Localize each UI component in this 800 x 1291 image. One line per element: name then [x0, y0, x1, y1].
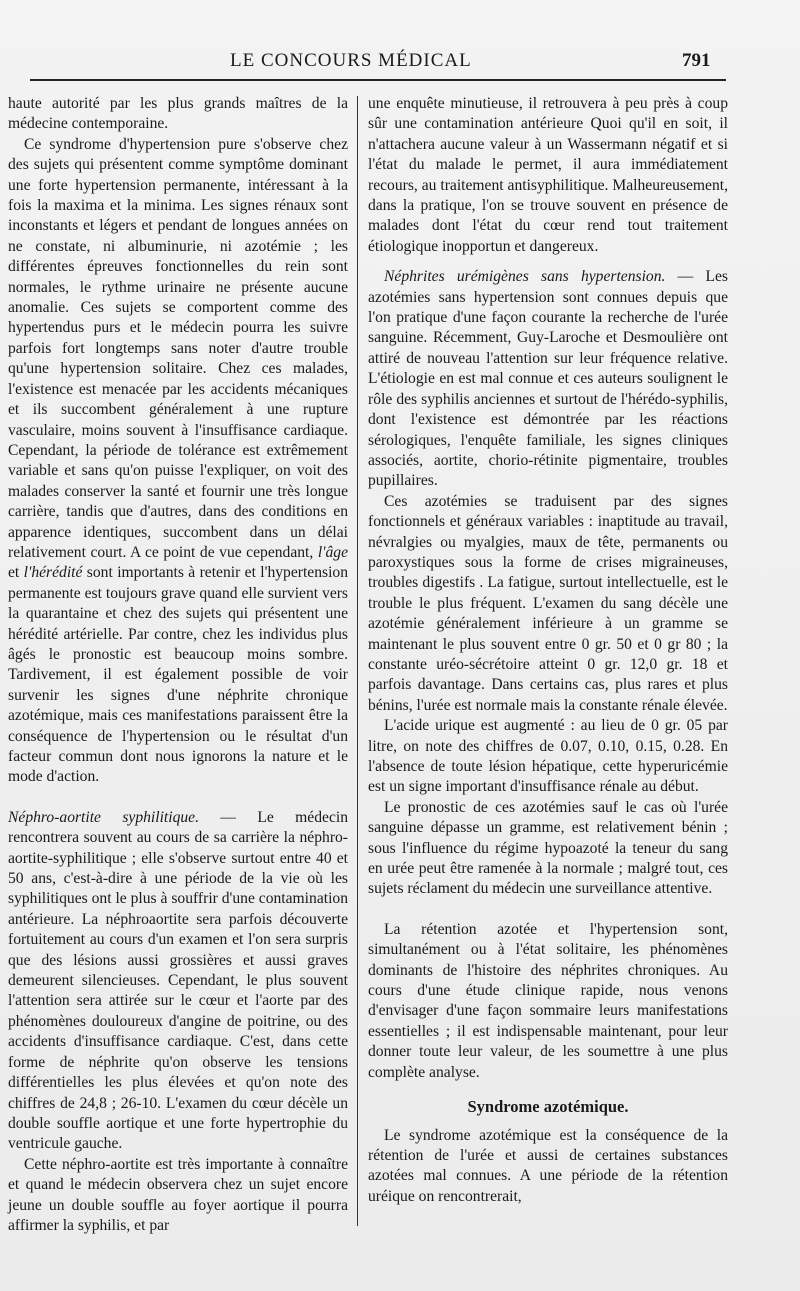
paragraph-text: sont importants à retenir et l'hypertension permanente est toujours grave quand elle survient vers la quarantaine et chez des sujets qui présentent une hérédité artérielle. Par contre, chez les individus plus âgés le pronostic est beaucoup moins sombre. Tardivement, il est également possible de voir survenir les signes d'une néphrite chronique azotémique, mais ces manifestations paraissent être la conséquence de l'hypertension ou le résultat d'un facteur commun dont nous ignorons la nature et le mode d'action.	[8, 564, 348, 786]
paragraph: une enquête minutieuse, il retrouvera à peu près à coup sûr une contamination antérieure Quoi qu'il en soit, il n'attachera aucune valeur à un Wassermann négatif et si l'état du malade le permet, il aura immédiatement recours, au traitement antisyphilitique. Malheureusement, dans la pratique, l'on se trouve souvent en présence de malades dont l'état du cœur rend tout traitement étiologique inopportun et dangereux.	[368, 95, 728, 255]
right-column	[368, 94, 728, 1207]
paragraph-text: et	[8, 564, 24, 582]
paragraph-nephrites-uremigenes	[368, 267, 728, 491]
header-rule	[30, 79, 726, 81]
paragraph: Le pronostic de ces azotémies sauf le cas où l'urée sanguine dépasse un gramme, est relativement bénin ; sous l'influence du régime hypoazoté la teneur du sang en urée peut être ramenée à la normale ; malgré tout, ces sujets réclament du médecin une surveillance attentive.	[368, 798, 728, 898]
running-header	[0, 50, 800, 74]
emphasis-heredite: l'hérédité	[23, 564, 83, 582]
paragraph: L'acide urique est augmenté : au lieu de 0 gr. 05 par litre, on note des chiffres de 0.07, 0.10, 0.15, 0.28. En l'absence de toute lésion hépatique, cette hyperuricémie est un signe important d'insuffisance rénale au début.	[368, 717, 728, 796]
page-number: 791	[682, 50, 711, 71]
section-heading: Syndrome azotémique.	[467, 1097, 629, 1117]
left-column	[8, 94, 348, 1236]
paragraph: haute autorité par les plus grands maîtres de la médecine contemporaine.	[8, 95, 348, 133]
subsection-title: Néphro-aortite syphilitique.	[8, 808, 200, 826]
paragraph: Cette néphro-aortite est très importante à connaître et quand le médecin observera chez un sujet encore jeune un double souffle au foyer aortique il pourra affirmer la syphilis, et par	[8, 1155, 348, 1234]
subsection-title: Néphrites urémigènes sans hypertension.	[384, 268, 666, 286]
paragraph-text: — Le médecin rencontrera souvent au cours de sa carrière la néphro-aortite-syphilitique ; elle s'observe surtout entre 40 et 50 ans, c'est-à-dire à une période de la vie où les syphilitiques ont le plus à souffrir d'une contamination antérieure. La néphroaortite sera parfois découverte fortuitement au cours d'un examen et l'on sera surpris que des lésions aussi grossières et aussi graves demeurent silencieuses. Cependant, le plus souvent l'attention sera attirée sur le cœur et l'aorte par des phénomènes douloureux d'angine de poitrine, ou des accidents d'insuffisance cardiaque. C'est, dans cette forme de néphrite qu'on observe les tensions différentielles les plus élevées et qu'on note des chiffres de 24,8 ; 26-10. L'examen du cœur décèle un double souffle aortique et une forte hypertrophie du ventricule gauche.	[8, 808, 348, 1153]
paragraph: La rétention azotée et l'hypertension sont, simultanément ou à l'état solitaire, les phénomènes dominants de l'histoire des néphrites chroniques. Au cours d'une étude clinique rapide, nous venons d'envisager d'une façon sommaire leurs manifestations essentielles ; il est indispensable maintenant, pour leur donner toute leur valeur, de les soumettre à une plus complète analyse.	[368, 920, 728, 1081]
paragraph: Le syndrome azotémique est la conséquence de la rétention de l'urée et aussi de certaines substances azotées mal connues. A une période de la rétention uréique on rencontrerait,	[368, 1126, 728, 1205]
column-divider	[357, 96, 358, 1226]
emphasis-age: l'âge	[317, 543, 348, 561]
paragraph-nephro-aortite	[8, 808, 348, 1155]
journal-title: LE CONCOURS MÉDICAL	[230, 50, 472, 71]
paragraph-text: Ce syndrome d'hypertension pure s'observe chez des sujets qui présentent comme symptôme dominant une forte hypertension permanente, intéressant à la fois la maxima et la minima. Les signes rénaux sont inconstants et légers et pendant de longues années on ne constate, ni albuminurie, ni azotémie ; les différentes épreuves fonctionnelles du rein sont normales, le rythme urinaire ne présente aucune anomalie. Ces sujets se comportent comme des hypertendus purs et le médecin pourra les suivre parfois fort longtemps sans noter d'autre trouble qu'une hypertension solitaire. Chez ces malades, l'existence est menacée par les accidents mécaniques et ils succombent généralement à une rupture vasculaire, moins souvent à l'insuffisance cardiaque. Cependant, la période de tolérance est extrêmement variable et sans qu'on puisse l'expliquer, on voit des malades conserver la santé et fournir une très longue carrière, tandis que d'autres, dans des conditions en apparence identiques, succombent dans un délai relativement court. A ce point de vue cependant,	[8, 135, 348, 561]
paragraph-hypertension-pure	[8, 135, 348, 788]
paragraph: Ces azotémies se traduisent par des signes fonctionnels et généraux variables : inaptitude au travail, névralgies ou myalgies, maux de tête, permanents ou paroxystiques sous la forme de crises migraineuses, troubles digestifs . La fatigue, surtout intellectuelle, est le trouble le plus fréquent. L'examen du sang décèle une azotémie généralement inférieure à un gramme se maintenant le plus souvent entre 0 gr. 50 et 0 gr 80 ; la constante uréo-sécrétoire atteint 0 gr. 12,0 gr. 18 et parfois davantage. Dans certains cas, plus rares et plus bénins, l'urée est normale mais la constante rénale élevée.	[368, 492, 728, 714]
paragraph-text: — Les azotémies sans hypertension sont connues depuis que l'on pratique d'une façon courante la recherche de l'urée sanguine. Récemment, Guy-Laroche et Desmoulière ont attiré de nouveau l'attention sur leur fréquence relative. L'étiologie en est mal connue et ces auteurs soulignent le rôle des syphilis anciennes et surtout de l'hérédo-syphilis, dont l'existence est démontrée par les réactions sérologiques, l'enquête familiale, les signes cliniques associés, aortite, chorio-rétinite pigmentaire, troubles pupillaires.	[368, 268, 729, 490]
